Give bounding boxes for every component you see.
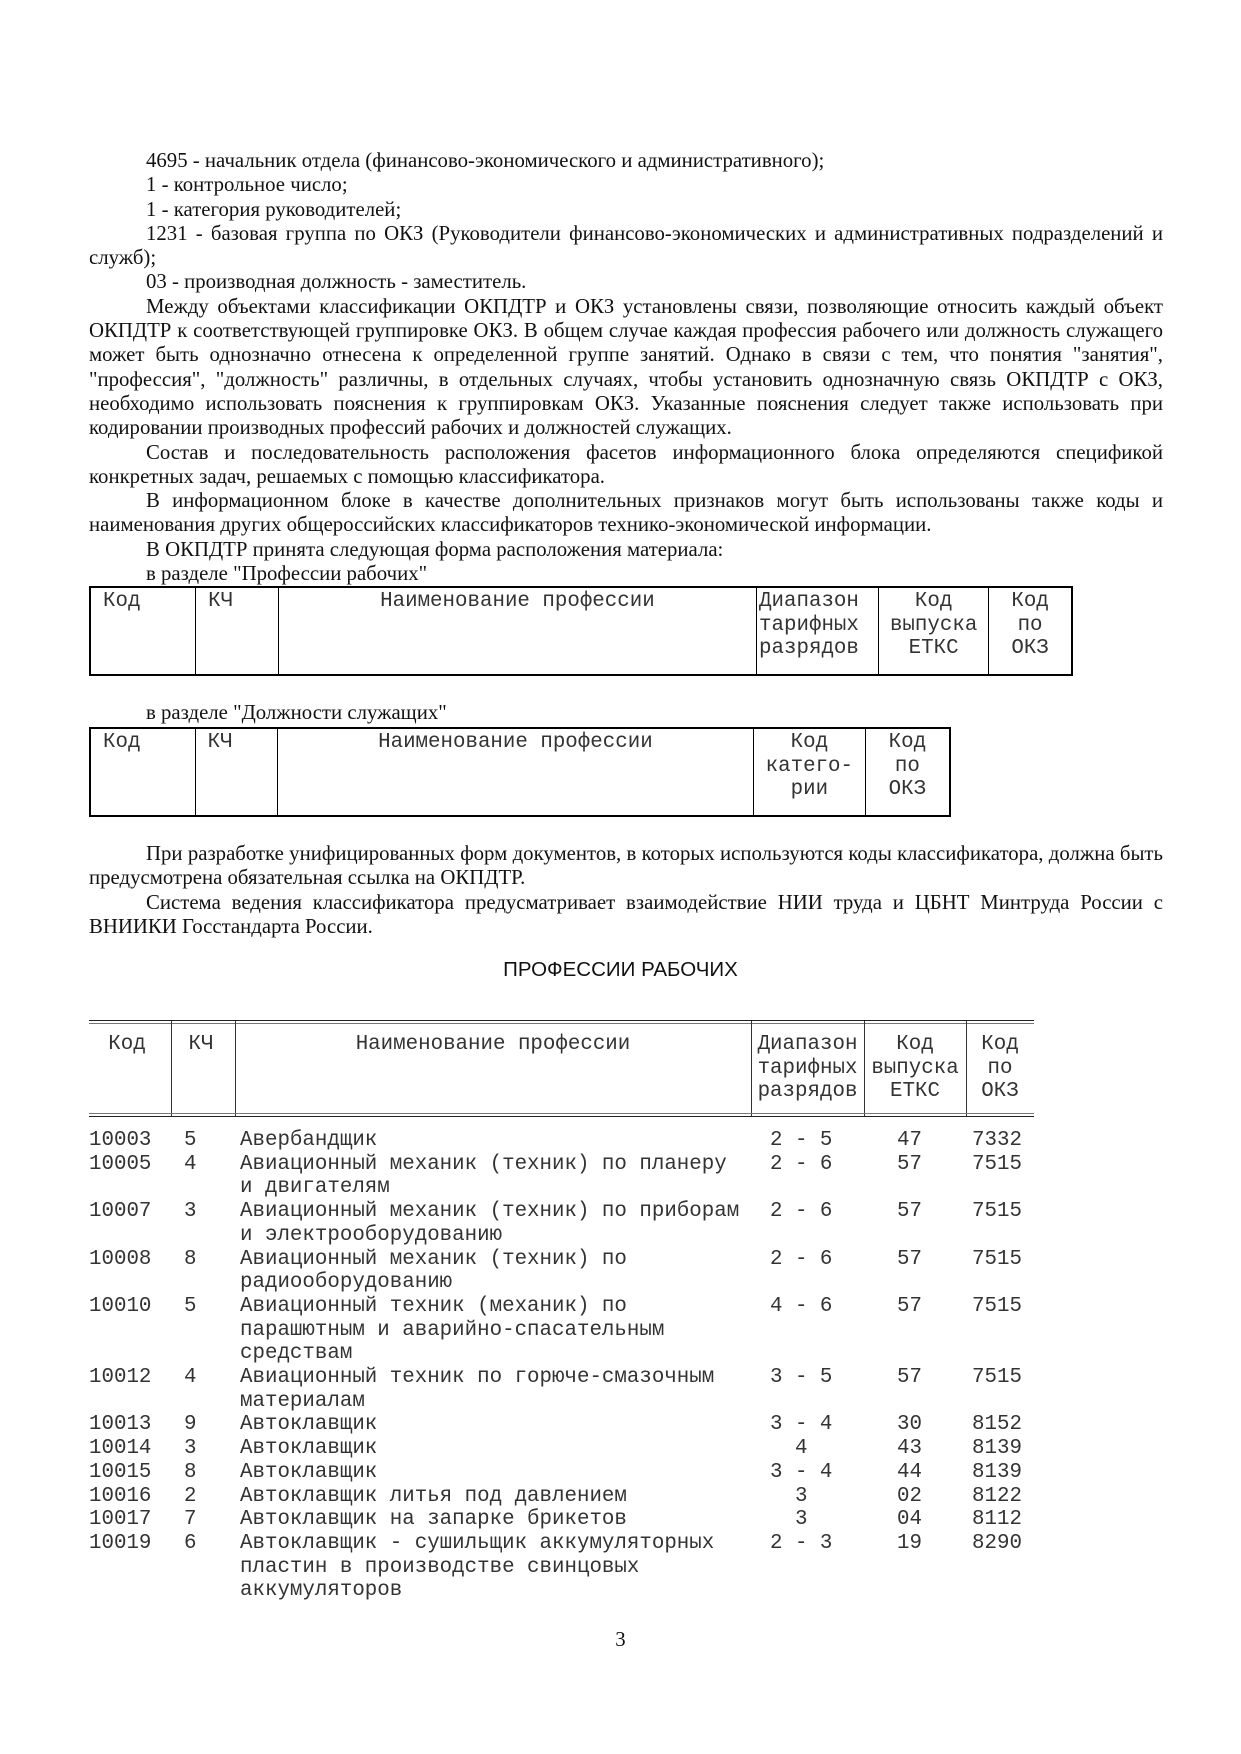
paragraph: Состав и последовательность расположения фасетов информационного блока определяются спецификой конкретных задач, решаемых с помощью классификатора. <box>89 440 1163 488</box>
cell-kch: 2 <box>184 1484 197 1508</box>
section-label-employees <box>89 701 1163 725</box>
section-label-workers: в разделе "Профессии рабочих" <box>146 562 428 586</box>
form-col-okz: Код по ОКЗ <box>865 728 950 816</box>
closing-text <box>89 842 1163 939</box>
cell-okz: 7515 <box>972 1366 1022 1390</box>
form-col-range: Диапазон тарифных разрядов <box>757 587 879 675</box>
cell-etks: 57 <box>897 1247 922 1271</box>
intro-line: 03 - производная должность - заместитель. <box>146 270 527 294</box>
header-name: Наименование профессии <box>355 1033 631 1056</box>
header-etks: Код выпуска ЕТКС <box>871 1033 959 1104</box>
cell-code: 10005 <box>89 1152 152 1176</box>
table-row <box>89 1461 1034 1485</box>
cell-code: 10003 <box>89 1129 152 1152</box>
cell-name: Авиационный механик (техник) по радиооборудованию <box>240 1247 627 1295</box>
cell-okz: 8152 <box>972 1413 1022 1437</box>
form-workers-table <box>89 586 1073 676</box>
cell-okz: 7515 <box>972 1294 1022 1318</box>
cell-kch: 4 <box>184 1152 197 1176</box>
cell-name: Автоклавщик <box>240 1460 378 1484</box>
cell-kch: 7 <box>184 1508 197 1532</box>
cell-etks: 57 <box>897 1200 922 1224</box>
cell-code: 10016 <box>89 1484 152 1508</box>
cell-range: 3 <box>770 1508 808 1532</box>
table-row <box>89 1153 1034 1200</box>
professions-table <box>89 1020 1034 1603</box>
cell-kch: 8 <box>184 1247 197 1271</box>
intro-text <box>89 149 1163 586</box>
intro-line: 1231 - базовая группа по ОКЗ (Руководители финансово-экономических и административных подразделений и служб); <box>89 221 1163 270</box>
cell-name: Авиационный техник (механик) по парашютным и аварийно-спасательным средствам <box>240 1294 665 1366</box>
cell-code: 10017 <box>89 1508 152 1532</box>
cell-kch: 5 <box>184 1294 197 1318</box>
cell-okz: 7332 <box>972 1129 1022 1152</box>
table-row <box>89 1532 1034 1603</box>
cell-kch: 4 <box>184 1366 197 1390</box>
cell-okz: 7515 <box>972 1152 1022 1176</box>
cell-okz: 7515 <box>972 1200 1022 1224</box>
paragraph: Между объектами классификации ОКПДТР и ОКЗ установлены связи, позволяющие относить каждый объект ОКПДТР к соответствующей группировке ОКЗ. В общем случае каждая профессия рабочего или должность служащего может быть однозначно отнесена к определенной группе занятий. Однако в связи с тем, что понятия "занятия", "профессия", "должность" различны, в отдельных случаях, чтобы установить однозначную связь ОКПДТР с ОКЗ, необходимо использовать пояснения к группировкам ОКЗ. Указанные пояснения следует также использовать при кодировании производных профессий рабочих и должностей служащих. <box>89 294 1163 440</box>
cell-etks: 02 <box>897 1484 922 1508</box>
cell-range: 2 - 6 <box>770 1247 833 1271</box>
cell-code: 10010 <box>89 1294 152 1318</box>
form-col-okz: Код по ОКЗ <box>989 587 1072 675</box>
cell-name: Авербандщик <box>240 1129 378 1152</box>
intro-line: 1 - категория руководителей; <box>146 197 402 221</box>
form-col-kch: КЧ <box>195 728 277 816</box>
cell-name: Авиационный механик (техник) по планеру и двигателям <box>240 1152 727 1200</box>
header-kch: КЧ <box>188 1033 214 1056</box>
header-range: Диапазон тарифных разрядов <box>757 1033 858 1104</box>
cell-etks: 57 <box>897 1152 922 1176</box>
cell-code: 10012 <box>89 1366 152 1390</box>
cell-etks: 43 <box>897 1437 922 1461</box>
cell-kch: 9 <box>184 1413 197 1437</box>
cell-etks: 04 <box>897 1508 922 1532</box>
page-number: 3 <box>615 1628 626 1651</box>
cell-range: 2 - 3 <box>770 1531 833 1555</box>
cell-range: 2 - 6 <box>770 1200 833 1224</box>
cell-name: Автоклавщик <box>240 1437 378 1461</box>
cell-etks: 57 <box>897 1294 922 1318</box>
cell-etks: 47 <box>897 1129 922 1152</box>
form-employees-table <box>89 727 951 817</box>
cell-range: 3 <box>770 1484 808 1508</box>
intro-line: 4695 - начальник отдела (финансово-экономического и административного); <box>146 149 825 172</box>
cell-etks: 30 <box>897 1413 922 1437</box>
paragraph: В информационном блоке в качестве дополнительных признаков могут быть использованы также коды и наименования других общероссийских классификаторов технико-экономической информации. <box>89 489 1163 537</box>
table-row <box>89 1437 1034 1461</box>
form-col-etks: Код выпуска ЕТКС <box>879 587 989 675</box>
section-label-employees-text: в разделе "Должности служащих" <box>146 701 447 724</box>
cell-range: 3 - 4 <box>770 1460 833 1484</box>
cell-range: 3 - 5 <box>770 1366 833 1390</box>
cell-kch: 8 <box>184 1460 197 1484</box>
form-col-code: Код <box>90 728 195 816</box>
table-row <box>89 1508 1034 1532</box>
cell-range: 2 - 5 <box>770 1129 833 1152</box>
table-row <box>89 1200 1034 1247</box>
table-row <box>89 1366 1034 1413</box>
table-row <box>89 1248 1034 1295</box>
cell-code: 10007 <box>89 1200 152 1224</box>
cell-name: Автоклавщик <box>240 1413 378 1437</box>
cell-kch: 3 <box>184 1437 197 1461</box>
table-row <box>89 1413 1034 1437</box>
form-col-category: Код катего- рии <box>753 728 865 816</box>
table-header <box>89 1020 1034 1117</box>
intro-line: 1 - контрольное число; <box>146 173 348 197</box>
cell-okz: 8290 <box>972 1531 1022 1555</box>
cell-okz: 7515 <box>972 1247 1022 1271</box>
cell-code: 10015 <box>89 1460 152 1484</box>
cell-etks: 44 <box>897 1460 922 1484</box>
cell-range: 4 - 6 <box>770 1294 833 1318</box>
table-row <box>89 1295 1034 1366</box>
cell-kch: 3 <box>184 1200 197 1224</box>
cell-code: 10013 <box>89 1413 152 1437</box>
cell-range: 2 - 6 <box>770 1152 833 1176</box>
paragraph: В ОКПДТР принята следующая форма расположения материала: <box>146 537 724 561</box>
form-col-code: Код <box>90 587 196 675</box>
paragraph: Система ведения классификатора предусматривает взаимодействие НИИ труда и ЦБНТ Минтруда России с ВНИИКИ Госстандарта России. <box>89 890 1163 938</box>
cell-name: Авиационный механик (техник) по приборам и электрооборудованию <box>240 1200 740 1247</box>
cell-okz: 8112 <box>972 1508 1022 1532</box>
section-title: ПРОФЕССИИ РАБОЧИХ <box>503 958 738 981</box>
form-col-kch: КЧ <box>196 587 279 675</box>
form-col-name: Наименование профессии <box>277 728 753 816</box>
cell-kch: 6 <box>184 1531 197 1555</box>
cell-etks: 57 <box>897 1366 922 1390</box>
cell-name: Авиационный техник по горюче-смазочным материалам <box>240 1366 715 1413</box>
cell-okz: 8122 <box>972 1484 1022 1508</box>
header-code: Код <box>108 1033 146 1056</box>
cell-code: 10014 <box>89 1437 152 1461</box>
cell-range: 3 - 4 <box>770 1413 833 1437</box>
header-okz: Код по ОКЗ <box>981 1033 1019 1104</box>
table-body <box>89 1129 1034 1603</box>
cell-kch: 5 <box>184 1129 197 1152</box>
cell-okz: 8139 <box>972 1460 1022 1484</box>
table-row <box>89 1129 1034 1153</box>
cell-okz: 8139 <box>972 1437 1022 1461</box>
cell-code: 10019 <box>89 1531 152 1555</box>
cell-code: 10008 <box>89 1247 152 1271</box>
cell-name: Автоклавщик - сушильщик аккумуляторных пластин в производстве свинцовых аккумуляторов <box>240 1531 715 1603</box>
form-col-name: Наименование профессии <box>278 587 756 675</box>
paragraph: При разработке унифицированных форм документов, в которых используются коды классификатора, должна быть предусмотрена обязательная ссылка на ОКПДТР. <box>89 842 1163 890</box>
cell-name: Автоклавщик литья под давлением <box>240 1484 627 1508</box>
cell-etks: 19 <box>897 1531 922 1555</box>
table-row <box>89 1485 1034 1509</box>
cell-range: 4 <box>770 1437 808 1461</box>
cell-name: Автоклавщик на запарке брикетов <box>240 1508 627 1532</box>
